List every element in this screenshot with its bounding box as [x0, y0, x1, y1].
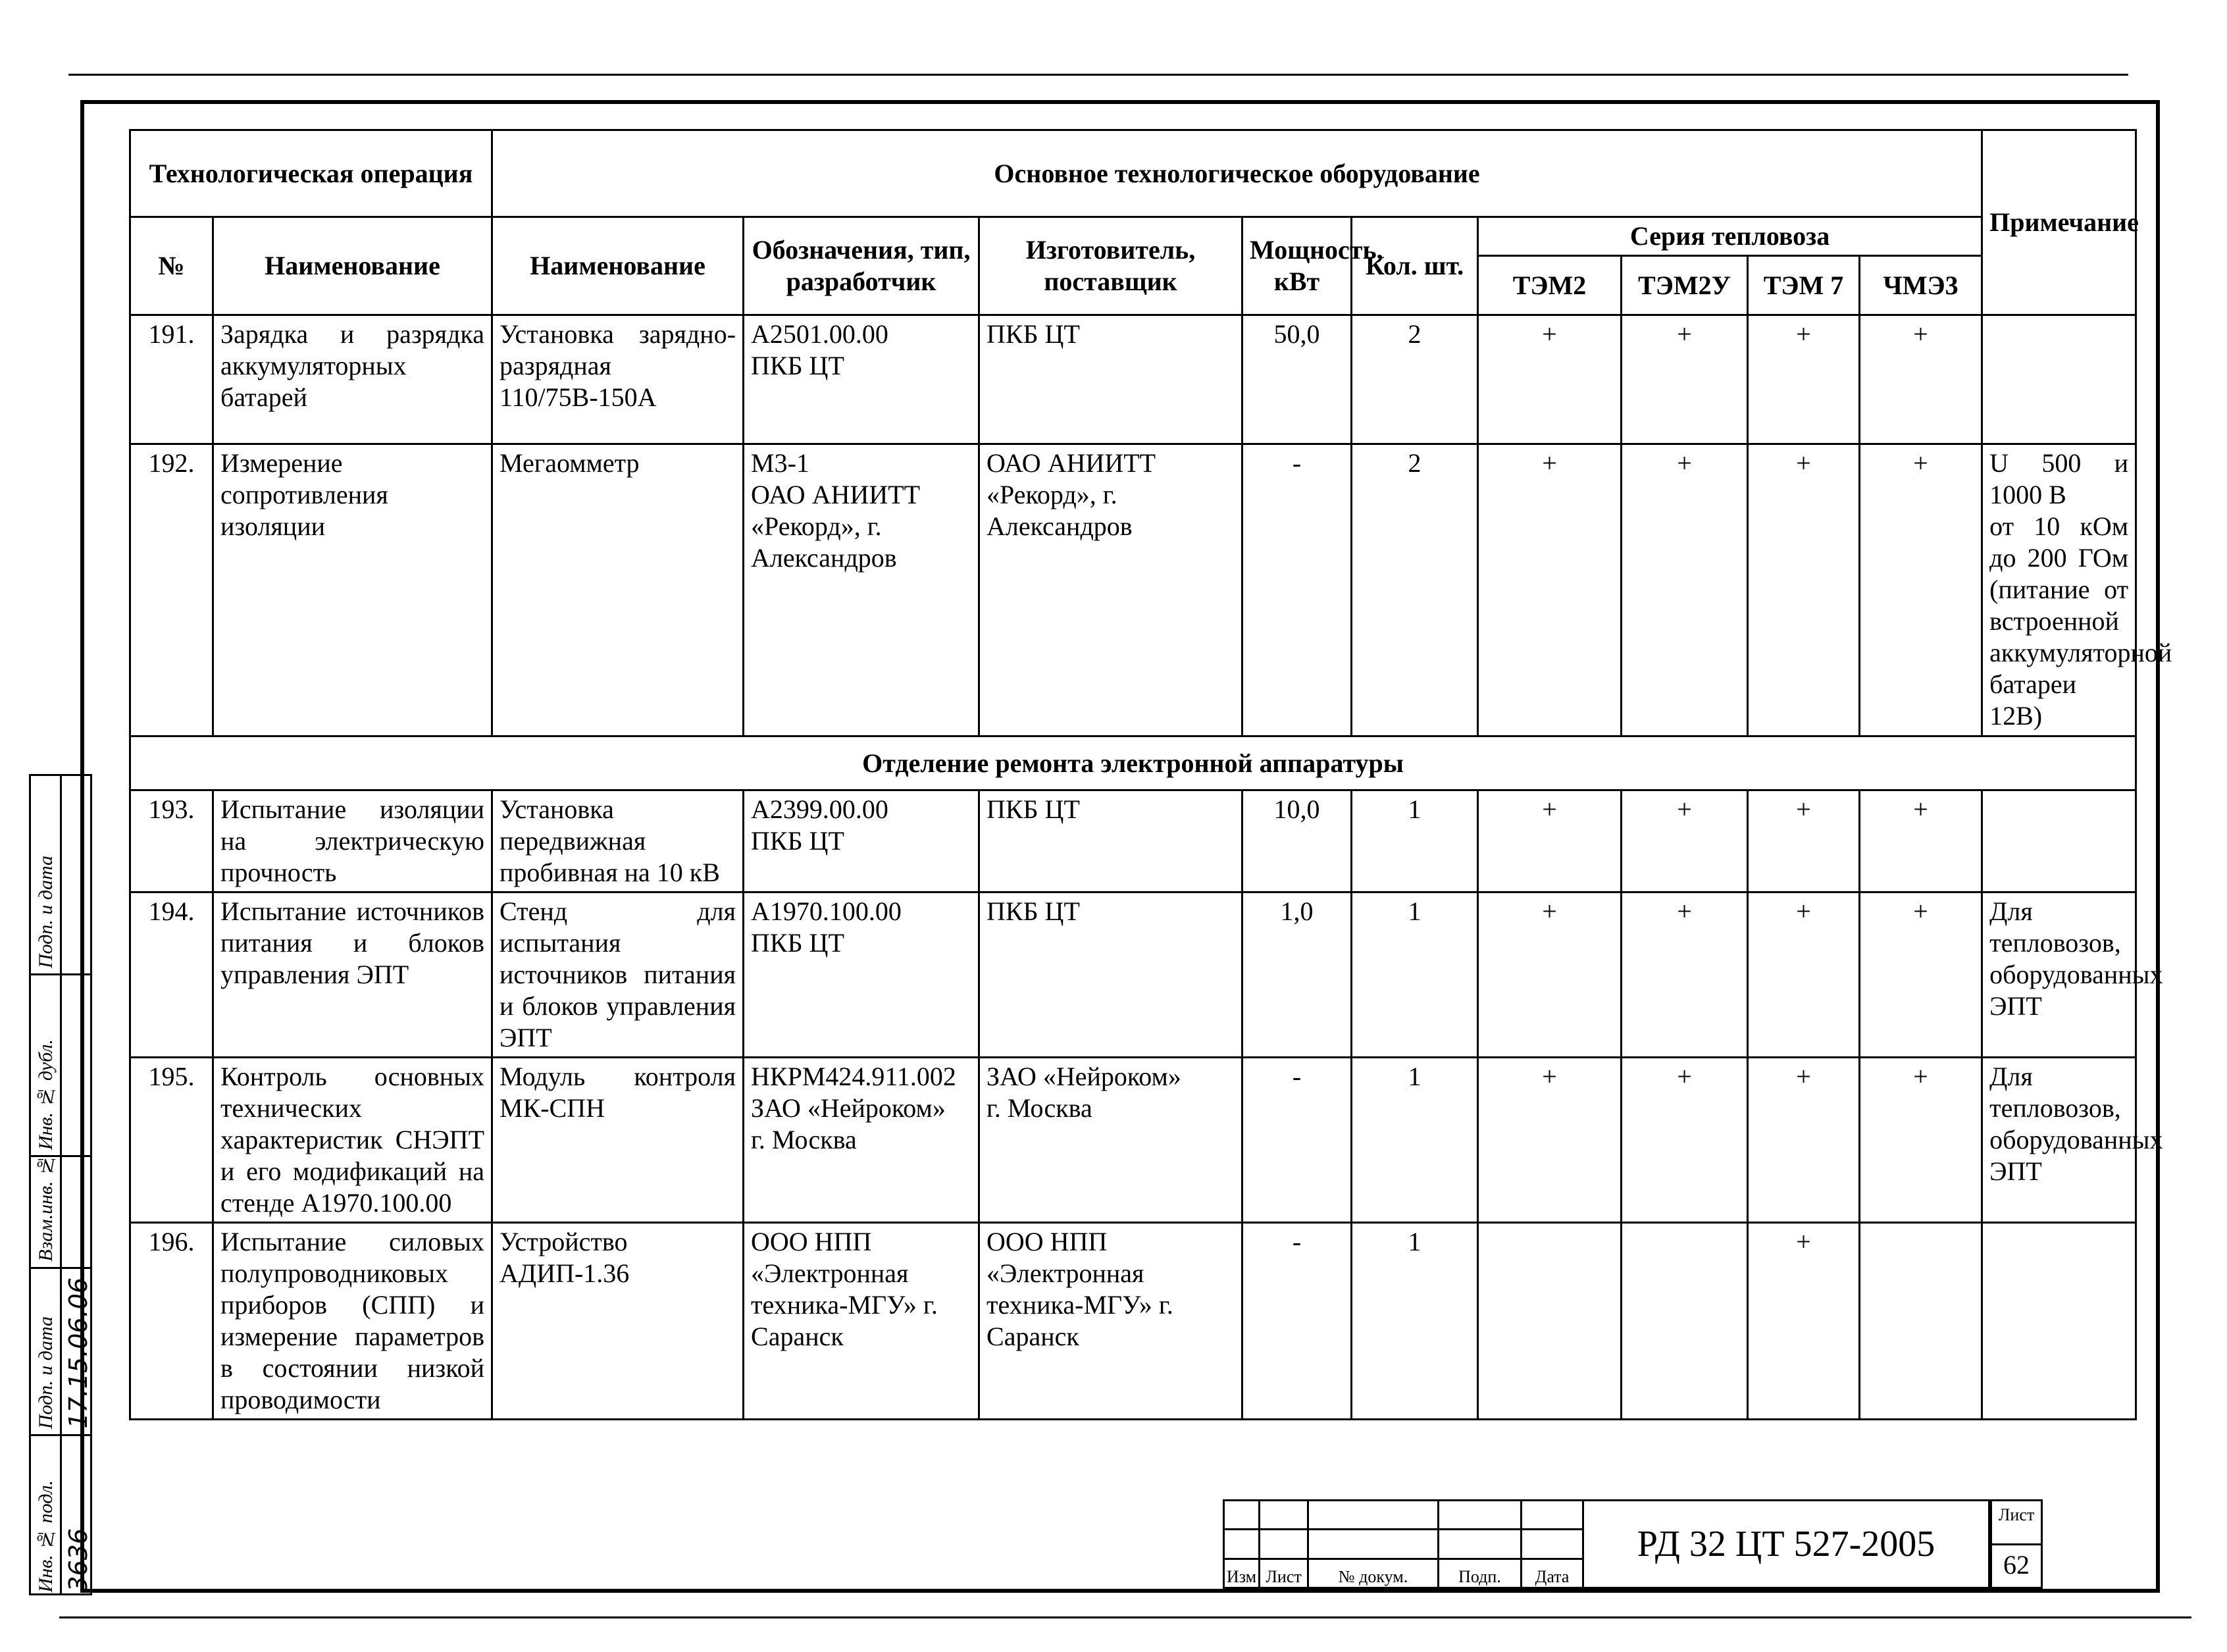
- operation-name: Контроль основных технических характеристик СНЭПТ и его модификаций на стенде А1970.100.00: [213, 1058, 492, 1223]
- series-mark: +: [1478, 444, 1622, 736]
- quantity-value: 1: [1352, 892, 1478, 1058]
- series-mark: +: [1748, 790, 1860, 892]
- row-number: 191.: [130, 315, 213, 444]
- series-mark: +: [1860, 892, 1982, 1058]
- equipment-name: Установка передвижная пробивная на 10 кВ: [492, 790, 744, 892]
- header-qty: Кол. шт.: [1352, 217, 1478, 315]
- row-number: 194.: [130, 892, 213, 1058]
- equipment-maker: ПКБ ЦТ: [979, 790, 1242, 892]
- equipment-maker: ООО НПП «Электронная техника-МГУ» г. Саранск: [979, 1223, 1242, 1420]
- power-value: -: [1242, 1058, 1352, 1223]
- note-text: Для тепловозов, оборудованных ЭПТ: [1982, 1058, 2136, 1223]
- note-text: [1982, 1223, 2136, 1420]
- header-series-group: Серия тепловоза: [1478, 217, 1982, 256]
- operation-name: Испытание источников питания и блоков управления ЭПТ: [213, 892, 492, 1058]
- equipment-name: Установка зарядно-разрядная 110/75В-150А: [492, 315, 744, 444]
- equipment-designation: ООО НПП «Электронная техника-МГУ» г. Саранск: [744, 1223, 979, 1420]
- series-mark: +: [1478, 1058, 1622, 1223]
- power-value: -: [1242, 1223, 1352, 1420]
- side-strip-label: Инв. № дубл.: [35, 1039, 57, 1150]
- operation-name: Измерение сопротивления изоляции: [213, 444, 492, 736]
- bottom-border-line: [59, 1616, 2191, 1618]
- side-strip-label: Подп. и дата: [35, 855, 57, 968]
- sheet-label: Лист: [1998, 1505, 2035, 1524]
- side-strip-label: Подп. и дата: [35, 1316, 57, 1429]
- equipment-maker: ОАО АНИИТТ «Рекорд», г. Александров: [979, 444, 1242, 736]
- top-border-line: [68, 74, 2128, 76]
- row-number: 193.: [130, 790, 213, 892]
- equipment-name: Устройство АДИП-1.36: [492, 1223, 744, 1420]
- equipment-name: Мегаомметр: [492, 444, 744, 736]
- series-mark: +: [1478, 790, 1622, 892]
- series-mark: +: [1622, 892, 1748, 1058]
- equipment-designation: А2399.00.00 ПКБ ЦТ: [744, 790, 979, 892]
- equipment-maker: ПКБ ЦТ: [979, 315, 1242, 444]
- side-strip-label: Инв. № подл.: [35, 1480, 57, 1592]
- handwritten-entry: 3636: [64, 1528, 93, 1592]
- header-no: №: [130, 217, 213, 315]
- note-text: [1982, 790, 2136, 892]
- quantity-value: 2: [1352, 315, 1478, 444]
- row-number: 196.: [130, 1223, 213, 1420]
- title-block-grid: [1223, 1499, 1584, 1589]
- header-op-name: Наименование: [213, 217, 492, 315]
- series-mark: +: [1622, 315, 1748, 444]
- tb-label-doc-no: № докум.: [1308, 1559, 1439, 1587]
- side-strip-cell: [31, 1267, 93, 1434]
- tb-label-sheet: Лист: [1260, 1559, 1308, 1587]
- sheet-number: 62: [1992, 1543, 2041, 1584]
- power-value: 1,0: [1242, 892, 1352, 1058]
- row-number: 195.: [130, 1058, 213, 1223]
- side-strip-label: Взам.инв. №: [35, 1154, 57, 1262]
- operation-name: Испытание изоляции на электрическую прочность: [213, 790, 492, 892]
- row-number: 192.: [130, 444, 213, 736]
- series-mark: +: [1622, 790, 1748, 892]
- equipment-designation: НКРМ424.911.002 ЗАО «Нейроком» г. Москва: [744, 1058, 979, 1223]
- series-mark: +: [1748, 315, 1860, 444]
- series-mark: +: [1748, 1058, 1860, 1223]
- series-mark: +: [1748, 444, 1860, 736]
- header-series-tem2u: ТЭМ2У: [1622, 256, 1748, 315]
- tb-label-change: Изм: [1224, 1559, 1260, 1587]
- sheet-box: [1990, 1499, 2043, 1589]
- series-mark: +: [1860, 790, 1982, 892]
- table-row: [130, 315, 2136, 444]
- section-title: Отделение ремонта электронной аппаратуры: [130, 736, 2136, 790]
- operation-name: Зарядка и разрядка аккумуляторных батарей: [213, 315, 492, 444]
- side-strip-cell: [31, 1155, 90, 1267]
- side-strip-cell: [31, 776, 90, 973]
- table-row: [130, 1058, 2136, 1223]
- power-value: 50,0: [1242, 315, 1352, 444]
- equipment-designation: М3-1 ОАО АНИИТТ «Рекорд», г. Александров: [744, 444, 979, 736]
- power-value: 10,0: [1242, 790, 1352, 892]
- series-mark: +: [1478, 892, 1622, 1058]
- header-series-tem2: ТЭМ2: [1478, 256, 1622, 315]
- header-operation-group: Технологическая операция: [130, 130, 492, 217]
- note-text: U 500 и 1000 В от 10 кОм до 200 ГОм (питание от встроенной аккумуляторной батареи 12В): [1982, 444, 2136, 736]
- series-mark: [1622, 1223, 1748, 1420]
- series-mark: +: [1748, 1223, 1860, 1420]
- tb-label-date: Дата: [1522, 1559, 1583, 1587]
- series-mark: [1860, 1223, 1982, 1420]
- handwritten-entry: 17.15.06.06: [64, 1278, 93, 1429]
- header-equipment-group: Основное технологическое оборудование: [492, 130, 1982, 217]
- header-series-chme3: ЧМЭ3: [1860, 256, 1982, 315]
- series-mark: +: [1478, 315, 1622, 444]
- document-number: РД 32 ЦТ 527-2005: [1582, 1499, 1990, 1589]
- operation-name: Испытание силовых полупроводниковых приборов (СПП) и измерение параметров в состоянии низкой проводимости: [213, 1223, 492, 1420]
- power-value: -: [1242, 444, 1352, 736]
- series-mark: +: [1860, 444, 1982, 736]
- side-strip-cell: [31, 1434, 93, 1597]
- equipment-table: [129, 129, 2172, 1420]
- equipment-designation: А1970.100.00 ПКБ ЦТ: [744, 892, 979, 1058]
- header-note: Примечание: [1982, 130, 2136, 315]
- equipment-maker: ЗАО «Нейроком» г. Москва: [979, 1058, 1242, 1223]
- series-mark: +: [1622, 444, 1748, 736]
- quantity-value: 1: [1352, 1223, 1478, 1420]
- equipment-designation: А2501.00.00 ПКБ ЦТ: [744, 315, 979, 444]
- quantity-value: 1: [1352, 1058, 1478, 1223]
- header-series-tem7: ТЭМ 7: [1748, 256, 1860, 315]
- equipment-name: Стенд для испытания источников питания и блоков управления ЭПТ: [492, 892, 744, 1058]
- table-row: [130, 790, 2136, 892]
- series-mark: +: [1860, 1058, 1982, 1223]
- header-eq-name: Наименование: [492, 217, 744, 315]
- tb-label-signature: Подп.: [1439, 1559, 1522, 1587]
- side-strip-cell: [31, 973, 90, 1155]
- header-power: Мощность, кВт: [1242, 217, 1352, 315]
- table-row: [130, 444, 2136, 736]
- table-row: [130, 1223, 2136, 1420]
- side-stamp-strip: [29, 774, 92, 1595]
- note-text: [1982, 315, 2136, 444]
- series-mark: +: [1622, 1058, 1748, 1223]
- note-text: Для тепловозов, оборудованных ЭПТ: [1982, 892, 2136, 1058]
- quantity-value: 1: [1352, 790, 1478, 892]
- header-designation: Обозначения, тип, разработчик: [744, 217, 979, 315]
- title-block: [1223, 1499, 2156, 1589]
- quantity-value: 2: [1352, 444, 1478, 736]
- table-row: [130, 892, 2136, 1058]
- header-maker: Изготовитель, поставщик: [979, 217, 1242, 315]
- equipment-name: Модуль контроля МК-СПН: [492, 1058, 744, 1223]
- series-mark: +: [1748, 892, 1860, 1058]
- equipment-maker: ПКБ ЦТ: [979, 892, 1242, 1058]
- series-mark: [1478, 1223, 1622, 1420]
- series-mark: +: [1860, 315, 1982, 444]
